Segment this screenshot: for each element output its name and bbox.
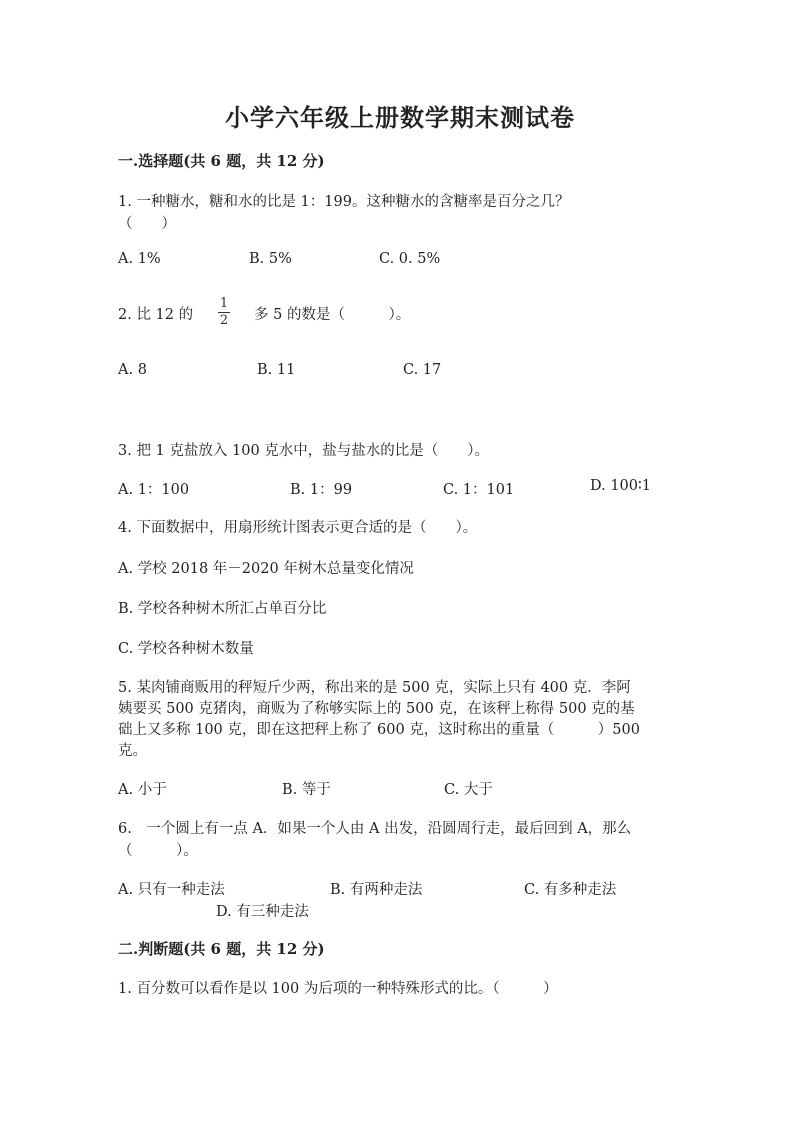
- question-5-line-4: 克。: [118, 743, 147, 759]
- question-2-option-a: A. 8: [118, 362, 147, 378]
- question-1-option-a: A. 1%: [118, 251, 161, 267]
- fraction-denominator: 2: [219, 313, 229, 328]
- question-2-option-c: C. 17: [403, 362, 442, 378]
- question-2-option-b: B. 11: [257, 362, 296, 378]
- section-heading-choice: 一.选择题(共 6 题，共 12 分): [118, 152, 325, 170]
- question-6-option-d: D. 有三种走法: [216, 904, 309, 920]
- question-5-option-c: C. 大于: [444, 782, 493, 798]
- question-2-fraction: [217, 297, 231, 328]
- question-2-text-before: 2. 比 12 的: [118, 307, 194, 323]
- question-5-option-a: A. 小于: [118, 782, 167, 798]
- question-3-option-c: C. 1：101: [443, 482, 515, 498]
- question-3-option-d: D. 100∶1: [590, 478, 652, 494]
- question-4-line-1: 4. 下面数据中，用扇形统计图表示更合适的是（ ）。: [118, 520, 478, 536]
- question-4-option-b: B. 学校各种树木所汇占单百分比: [118, 601, 327, 617]
- question-1-option-c: C. 0. 5%: [379, 251, 441, 267]
- question-3-option-b: B. 1：99: [290, 482, 353, 498]
- question-2-text-after: 多 5 的数是（ ）。: [254, 307, 411, 323]
- question-6-line-2: （ ）。: [118, 843, 198, 859]
- judgement-question-1: 1. 百分数可以看作是以 100 为后项的一种特殊形式的比。（ ）: [118, 981, 558, 997]
- section-heading-judgement: 二.判断题(共 6 题，共 12 分): [118, 940, 325, 958]
- question-1-option-b: B. 5%: [249, 251, 292, 267]
- question-6-line-1: 6. 一个圆上有一点 A．如果一个人由 A 出发，沿圆周行走，最后回到 A，那么: [118, 821, 632, 837]
- question-6-option-a: A. 只有一种走法: [118, 882, 225, 898]
- page-title: 小学六年级上册数学期末测试卷: [225, 103, 575, 132]
- question-4-option-a: A. 学校 2018 年－2020 年树木总量变化情况: [118, 561, 414, 577]
- question-5-line-1: 5. 某肉铺商贩用的秤短斤少两，称出来的是 500 克，实际上只有 400 克．李阿: [118, 680, 631, 696]
- question-5-line-3: 础上又多称 100 克，即在这把秤上称了 600 克，这时称出的重量（ ）500: [118, 722, 640, 738]
- question-3-option-a: A. 1：100: [118, 482, 190, 498]
- question-1-line-1: 1. 一种糖水，糖和水的比是 1：199。这种糖水的含糖率是百分之几？: [118, 194, 570, 210]
- question-3-line-1: 3. 把 1 克盐放入 100 克水中，盐与盐水的比是（ ）。: [118, 443, 490, 459]
- question-6-option-b: B. 有两种走法: [330, 882, 423, 898]
- question-6-option-c: C. 有多种走法: [524, 882, 617, 898]
- question-1-line-2: （ ）: [118, 216, 176, 232]
- question-5-line-2: 姨要买 500 克猪肉，商贩为了称够实际上的 500 克，在该秤上称得 500 克的基: [118, 701, 635, 717]
- question-5-option-b: B. 等于: [282, 782, 331, 798]
- question-4-option-c: C. 学校各种树木数量: [118, 641, 254, 657]
- fraction-numerator: 1: [219, 296, 229, 311]
